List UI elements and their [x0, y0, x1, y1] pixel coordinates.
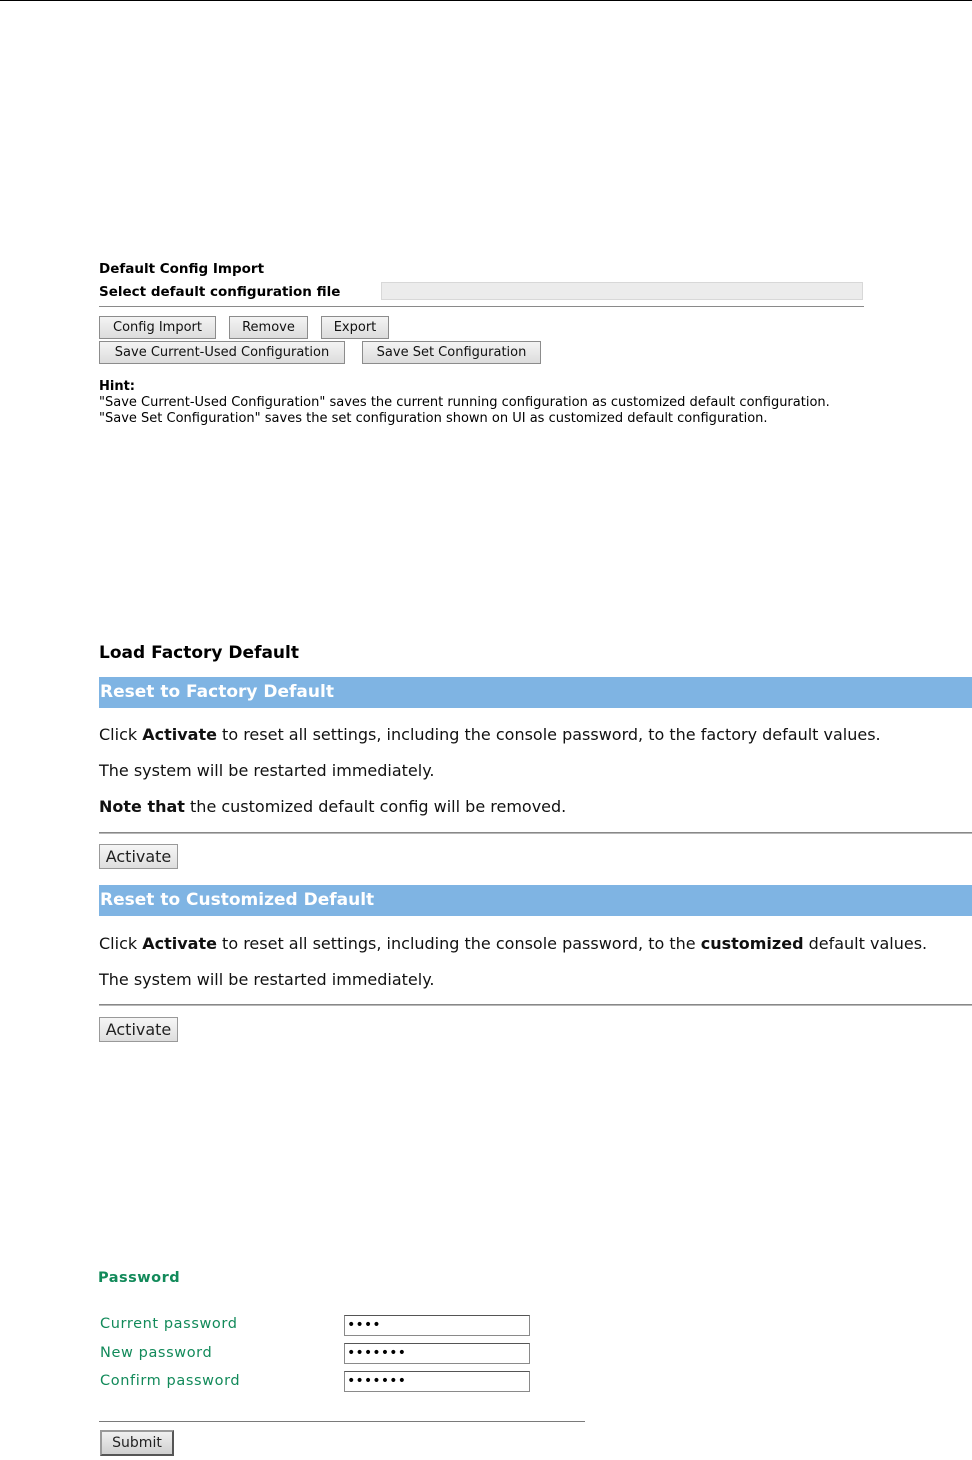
activate-customized-button[interactable]: Activate — [99, 1017, 178, 1042]
current-password-label: Current password — [100, 1316, 238, 1332]
new-password-input[interactable]: ••••••• — [344, 1343, 530, 1364]
export-button[interactable]: Export — [321, 316, 389, 339]
reset-factory-note: Note that the customized default config will be removed. — [99, 797, 567, 816]
save-set-button[interactable]: Save Set Configuration — [362, 341, 541, 364]
new-password-label: New password — [100, 1345, 213, 1361]
activate-factory-button[interactable]: Activate — [99, 844, 178, 869]
hint-line: "Save Set Configuration" saves the set configuration shown on UI as customized default configuration. — [99, 411, 768, 426]
divider — [99, 1004, 972, 1006]
config-import-button[interactable]: Config Import — [99, 316, 216, 339]
reset-customized-text-2: The system will be restarted immediately. — [99, 970, 435, 989]
hint-block — [99, 379, 830, 427]
reset-customized-header: Reset to Customized Default — [99, 885, 972, 916]
reset-factory-header: Reset to Factory Default — [99, 677, 972, 708]
load-factory-default-title: Load Factory Default — [99, 643, 299, 663]
current-password-input[interactable]: •••• — [344, 1315, 530, 1336]
hint-line: "Save Current-Used Configuration" saves the current running configuration as customized default configuration. — [99, 395, 830, 410]
divider — [99, 832, 972, 834]
top-rule — [0, 0, 972, 1]
reset-factory-text-2: The system will be restarted immediately. — [99, 761, 435, 780]
divider — [99, 1421, 585, 1422]
hint-title: Hint: — [99, 379, 136, 394]
save-current-used-button[interactable]: Save Current-Used Configuration — [99, 341, 345, 364]
default-config-title: Default Config Import — [99, 261, 265, 277]
config-file-field[interactable] — [381, 282, 863, 300]
confirm-password-input[interactable]: ••••••• — [344, 1371, 530, 1392]
divider — [99, 306, 864, 307]
confirm-password-label: Confirm password — [100, 1373, 241, 1389]
reset-customized-text-1: Click Activate to reset all settings, including the console password, to the customized default values. — [99, 934, 928, 953]
submit-button[interactable]: Submit — [100, 1430, 174, 1456]
password-title: Password — [98, 1270, 181, 1286]
file-select-label: Select default configuration file — [99, 284, 341, 300]
reset-factory-text-1: Click Activate to reset all settings, including the console password, to the factory default values. — [99, 725, 881, 744]
remove-button[interactable]: Remove — [229, 316, 308, 339]
